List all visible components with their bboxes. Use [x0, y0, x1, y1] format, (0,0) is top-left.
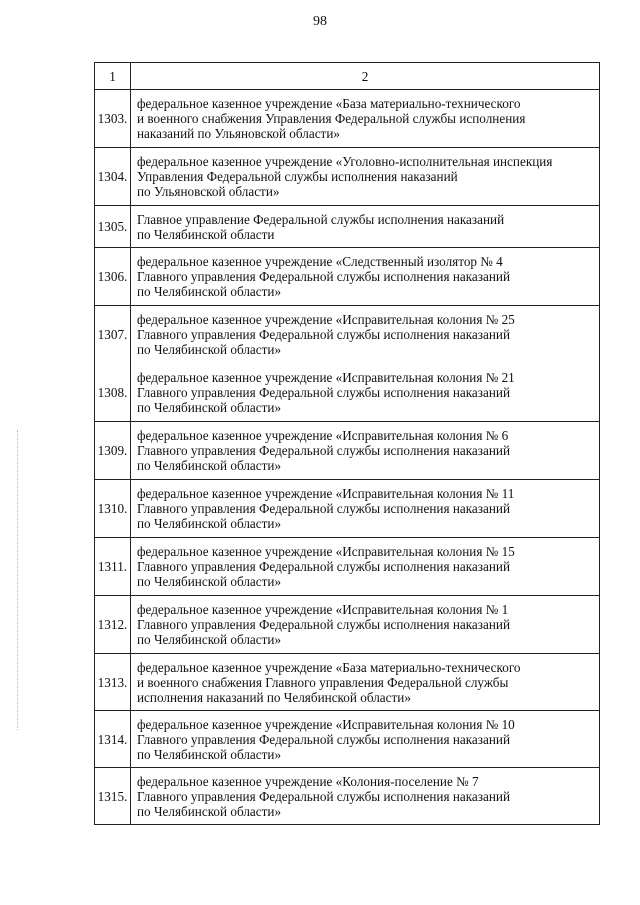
row-number: 1313. [95, 654, 131, 711]
table-row [95, 480, 600, 538]
row-text: федеральное казенное учреждение «Исправительная колония № 11 Главного управления Федеральной службы исполнения наказаний по Челябинской области» [131, 480, 600, 538]
table-row [95, 206, 600, 248]
row-number: 1304. [95, 148, 131, 206]
row-text: федеральное казенное учреждение «База материально-технического и военного снабжения Главного управления Федеральной службы исполнения наказаний по Челябинской области» [131, 654, 600, 711]
table-row [95, 422, 600, 480]
row-text: федеральное казенное учреждение «Исправительная колония № 21 Главного управления Федеральной службы исполнения наказаний по Челябинской области» [131, 364, 600, 422]
row-text: федеральное казенное учреждение «Следственный изолятор № 4 Главного управления Федеральной службы исполнения наказаний по Челябинской области» [131, 248, 600, 306]
table-row [95, 596, 600, 654]
table-row [95, 148, 600, 206]
row-text: Главное управление Федеральной службы исполнения наказаний по Челябинской области [131, 206, 600, 248]
row-number: 1315. [95, 768, 131, 825]
table-row [95, 711, 600, 768]
table-header-row [95, 63, 600, 90]
page-number: 98 [313, 14, 327, 29]
row-number: 1308. [95, 364, 131, 422]
table-row [95, 364, 600, 422]
table-row [95, 248, 600, 306]
table-row [95, 306, 600, 364]
row-number: 1305. [95, 206, 131, 248]
table-row [95, 768, 600, 825]
row-text: федеральное казенное учреждение «Уголовно-исполнительная инспекция Управления Федеральной службы исполнения наказаний по Ульяновской области» [131, 148, 600, 206]
row-number: 1310. [95, 480, 131, 538]
table-row [95, 90, 600, 148]
row-text: федеральное казенное учреждение «Исправительная колония № 15 Главного управления Федеральной службы исполнения наказаний по Челябинской области» [131, 538, 600, 596]
row-number: 1303. [95, 90, 131, 148]
column-header-number: 1 [95, 63, 131, 90]
row-text: федеральное казенное учреждение «Исправительная колония № 6 Главного управления Федеральной службы исполнения наказаний по Челябинской области» [131, 422, 600, 480]
registry-table [94, 62, 600, 825]
row-text: федеральное казенное учреждение «Исправительная колония № 25 Главного управления Федеральной службы исполнения наказаний по Челябинской области» [131, 306, 600, 364]
column-header-name: 2 [131, 63, 600, 90]
row-text: федеральное казенное учреждение «Колония-поселение № 7 Главного управления Федеральной службы исполнения наказаний по Челябинской области» [131, 768, 600, 825]
row-number: 1311. [95, 538, 131, 596]
row-number: 1314. [95, 711, 131, 768]
row-text: федеральное казенное учреждение «Исправительная колония № 10 Главного управления Федеральной службы исполнения наказаний по Челябинской области» [131, 711, 600, 768]
row-number: 1312. [95, 596, 131, 654]
row-number: 1306. [95, 248, 131, 306]
scan-margin-line [17, 430, 18, 730]
row-text: федеральное казенное учреждение «Исправительная колония № 1 Главного управления Федеральной службы исполнения наказаний по Челябинской области» [131, 596, 600, 654]
row-number: 1307. [95, 306, 131, 364]
row-number: 1309. [95, 422, 131, 480]
table-row [95, 654, 600, 711]
row-text: федеральное казенное учреждение «База материально-технического и военного снабжения Управления Федеральной службы исполнения наказаний по Ульяновской области» [131, 90, 600, 148]
table-row [95, 538, 600, 596]
